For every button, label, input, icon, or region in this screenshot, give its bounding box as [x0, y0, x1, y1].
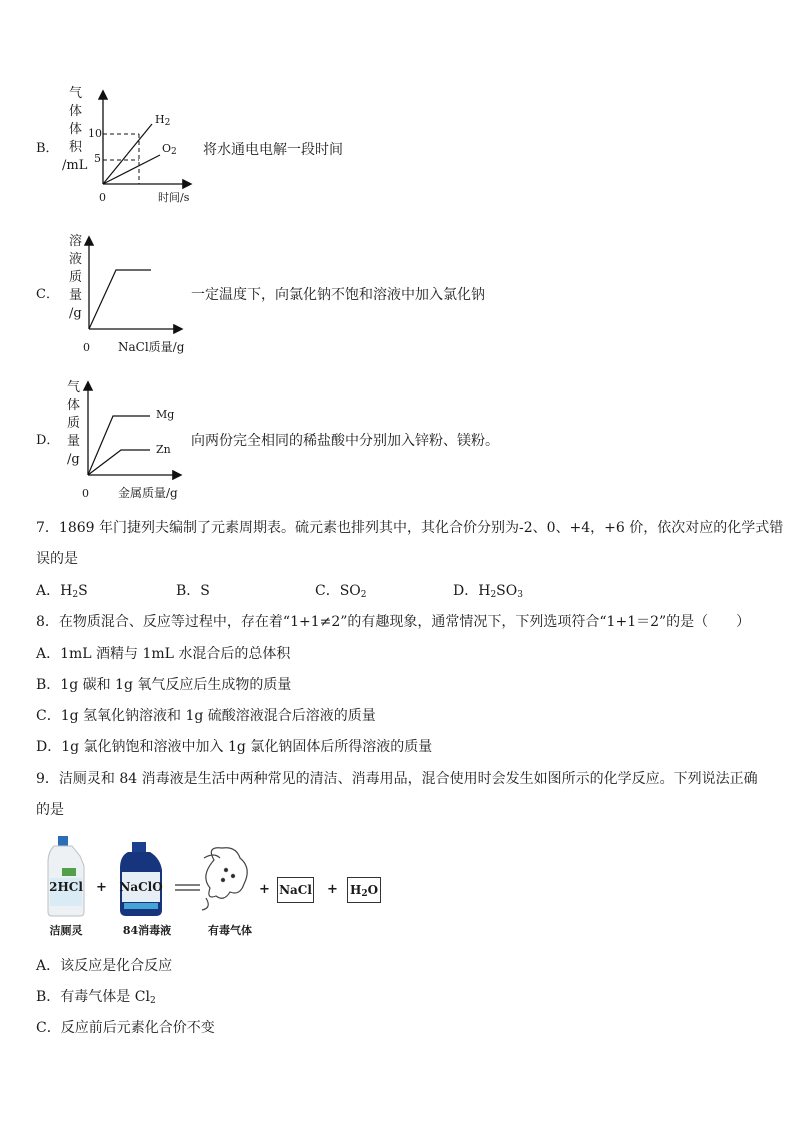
- reaction-plus-2: +: [259, 882, 270, 897]
- option-c-ylabel-unit: /g: [69, 306, 82, 321]
- option-d-ylabel-3: 质: [67, 416, 81, 431]
- option-b-ylabel-1: 气: [69, 86, 83, 101]
- q8-option-a: A．1mL 酒精与 1mL 水混合后的总体积: [36, 646, 291, 662]
- gas-caption: 有毒气体: [208, 924, 252, 937]
- bottle1-caption: 洁厕灵: [49, 924, 83, 937]
- h2o-box: $H_2O$: [347, 877, 381, 903]
- option-c-origin: 0: [83, 341, 90, 354]
- option-d-ylabel-1: 气: [67, 380, 81, 395]
- option-d-mg-label: Mg: [156, 408, 175, 421]
- q7-option-a: A．$H_2S$: [36, 583, 88, 600]
- q7-stem-line1: 7．1869 年门捷列夫编制了元素周期表。硫元素也排列其中，其化合价分别为-2、0、+4，+6 价，依次对应的化学式错: [36, 520, 784, 536]
- q7-option-d: D．$H_2SO_3$: [453, 583, 523, 600]
- q7-option-c: C．$SO_2$: [315, 583, 367, 600]
- q9-option-a: A．该反应是化合反应: [36, 958, 173, 974]
- option-d-zn-label: Zn: [156, 443, 171, 456]
- q8-stem: 8．在物质混合、反应等过程中，存在着“1+1≠2”的有趣现象，通常情况下，下列选项符合“1+1＝2”的是（ ）: [36, 614, 751, 630]
- bottle1-formula: 2HCl: [49, 880, 83, 894]
- option-c-xlabel: NaCl质量/g: [118, 340, 185, 354]
- option-b-ylabel-unit: /mL: [62, 158, 88, 173]
- option-b-tick-10: 10: [88, 127, 102, 140]
- toxic-gas-icon: [202, 848, 247, 910]
- option-b-desc: 将水通电电解一段时间: [203, 142, 343, 158]
- disinfectant-bottle-icon: [120, 842, 162, 916]
- q8-option-b: B．1g 碳和 1g 氧气反应后生成物的质量: [36, 677, 292, 693]
- option-b-ylabel-2: 体: [69, 104, 83, 119]
- option-b-o2-label: $O_2$: [162, 142, 177, 157]
- q9-stem-line1: 9．洁厕灵和 84 消毒液是生活中两种常见的清洁、消毒用品，混合使用时会发生如图所示的化学反应。下列说法正确: [36, 771, 758, 787]
- option-b-tick-5: 5: [94, 152, 101, 165]
- option-d-desc: 向两份完全相同的稀盐酸中分别加入锌粉、镁粉。: [191, 433, 499, 449]
- option-b-label: B．: [36, 141, 59, 156]
- option-c-ylabel-4: 量: [69, 288, 83, 303]
- option-d-xlabel: 金属质量/g: [118, 486, 178, 500]
- q7-option-b: B．S: [176, 583, 210, 599]
- option-d-ylabel-2: 体: [67, 398, 81, 413]
- option-b-origin: 0: [99, 191, 106, 204]
- toilet-cleaner-bottle-icon: [48, 836, 84, 916]
- reaction-plus-1: +: [96, 880, 107, 895]
- q9-option-c: C．反应前后元素化合价不变: [36, 1020, 215, 1036]
- bottle2-caption: 84消毒液: [122, 924, 172, 937]
- option-b-ylabel-3: 体: [69, 122, 83, 137]
- option-c-desc: 一定温度下，向氯化钠不饱和溶液中加入氯化钠: [191, 287, 485, 303]
- q8-option-d: D．1g 氯化钠饱和溶液中加入 1g 氯化钠固体后所得溶液的质量: [36, 739, 433, 755]
- q9-stem-line2: 的是: [36, 802, 64, 818]
- option-d-origin: 0: [82, 487, 89, 500]
- option-b-ylabel-4: 积: [69, 140, 83, 155]
- reaction-plus-3: +: [327, 882, 338, 897]
- bottle2-formula: NaClO: [119, 880, 163, 894]
- q9-option-b: B．有毒气体是 $Cl_2$: [36, 989, 156, 1006]
- option-d-label: D．: [36, 433, 60, 448]
- nacl-box: NaCl: [277, 877, 314, 903]
- option-b-xlabel: 时间/s: [158, 191, 190, 204]
- option-c-ylabel-1: 溶: [69, 234, 83, 249]
- option-d-ylabel-4: 量: [67, 434, 81, 449]
- q8-option-c: C．1g 氢氧化钠溶液和 1g 硫酸溶液混合后溶液的质量: [36, 708, 376, 724]
- option-c-label: C．: [36, 287, 59, 302]
- option-d-ylabel-unit: /g: [67, 452, 80, 467]
- q7-stem-line2: 误的是: [36, 551, 78, 567]
- option-b-h2-label: $H_2$: [155, 113, 171, 128]
- option-c-ylabel-2: 液: [69, 252, 83, 267]
- option-c-ylabel-3: 质: [69, 270, 83, 285]
